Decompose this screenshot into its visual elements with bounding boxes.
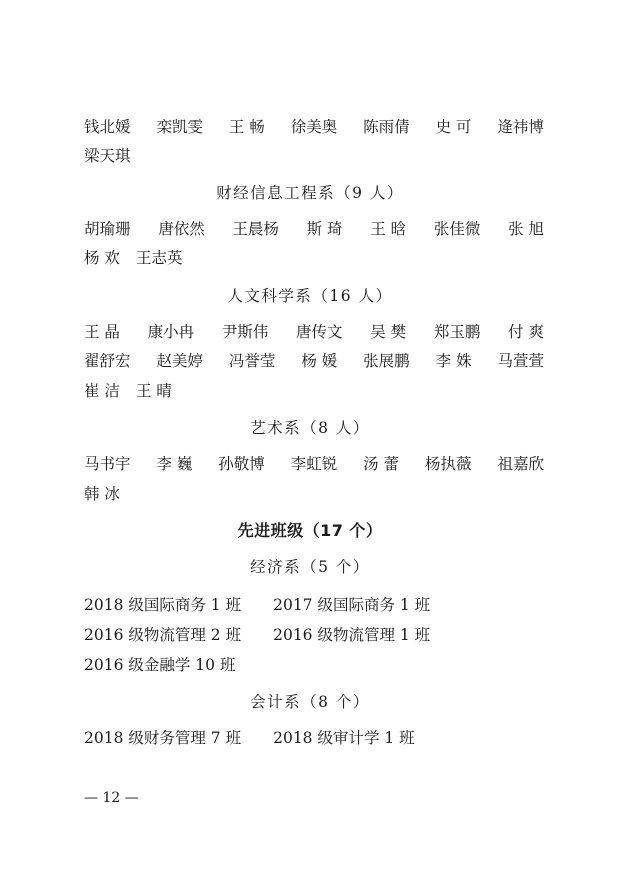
person-name: 马萱萱 (497, 352, 544, 370)
page-number: — 12 — (84, 790, 139, 806)
person-name: 李 姝 (435, 352, 472, 370)
person-name: 胡瑜珊 (84, 220, 131, 238)
class-name: 2016 级物流管理 2 班 (84, 626, 242, 644)
department-heading: 经济系（5 个） (250, 558, 370, 576)
person-name: 祖嘉欣 (497, 455, 544, 473)
person-name: 栾凯雯 (156, 118, 203, 136)
name-row (84, 117, 544, 137)
person-name: 郑玉鹏 (433, 323, 481, 341)
name-row (84, 484, 544, 504)
person-name: 张 旭 (508, 220, 544, 238)
department-heading: 财经信息工程系（9 人） (216, 184, 404, 202)
person-name: 逄祎博 (497, 118, 544, 136)
class-name: 2016 级物流管理 1 班 (273, 626, 431, 644)
person-name: 冯誉莹 (228, 352, 276, 370)
person-name: 马书宇 (84, 455, 131, 473)
person-name: 唐传文 (296, 323, 343, 341)
department-heading: 艺术系（8 人） (250, 419, 370, 437)
class-row (84, 655, 235, 675)
class-name: 2018 级财务管理 7 班 (84, 729, 242, 747)
person-name: 李虹锐 (290, 455, 338, 473)
department-heading: 会计系（8 个） (250, 693, 370, 711)
person-name: 李 巍 (156, 455, 193, 473)
person-name: 王 晴 (135, 382, 172, 400)
name-row (84, 248, 544, 268)
class-name: 2017 级国际商务 1 班 (273, 596, 431, 614)
person-name: 唐依然 (158, 220, 205, 238)
person-name: 史 可 (435, 118, 472, 136)
person-name: 梁天琪 (84, 147, 131, 165)
name-row (84, 219, 544, 239)
person-name: 付 爽 (508, 323, 544, 341)
person-name: 钱北媛 (84, 118, 131, 136)
person-name: 汤 蕾 (363, 455, 400, 473)
name-row (84, 146, 544, 166)
person-name: 杨执薇 (425, 455, 472, 473)
person-name: 斯 琦 (306, 220, 343, 238)
class-name: 2018 级国际商务 1 班 (84, 596, 242, 614)
person-name: 王晨杨 (232, 220, 279, 238)
person-name: 杨 媛 (301, 352, 338, 370)
person-name: 尹斯伟 (221, 323, 269, 341)
person-name: 崔 洁 (84, 382, 120, 400)
class-row (84, 728, 415, 748)
class-row (84, 595, 430, 615)
person-name: 张展鹏 (363, 352, 410, 370)
person-name: 康小冉 (147, 323, 195, 341)
person-name: 王 晶 (84, 323, 120, 341)
person-name: 韩 冰 (84, 485, 120, 503)
person-name: 杨 欢 (84, 249, 120, 267)
person-name: 孙敬博 (218, 455, 265, 473)
person-name: 张佳微 (433, 220, 481, 238)
person-name: 徐美奥 (290, 118, 338, 136)
class-name: 2018 级审计学 1 班 (273, 729, 415, 747)
department-heading: 人文科学系（16 人） (227, 287, 393, 305)
name-row (84, 454, 544, 474)
person-name: 王 晗 (370, 220, 407, 238)
person-name: 王 畅 (228, 118, 265, 136)
name-row (84, 381, 544, 401)
class-row (84, 625, 430, 645)
class-name: 2016 级金融学 10 班 (84, 656, 236, 674)
section-heading: 先进班级（17 个） (237, 521, 383, 540)
name-row (84, 322, 544, 342)
person-name: 王志英 (135, 249, 183, 267)
person-name: 陈雨倩 (363, 118, 410, 136)
person-name: 翟舒宏 (84, 352, 131, 370)
name-row (84, 351, 544, 371)
person-name: 赵美婷 (156, 352, 203, 370)
person-name: 吴 樊 (370, 323, 407, 341)
